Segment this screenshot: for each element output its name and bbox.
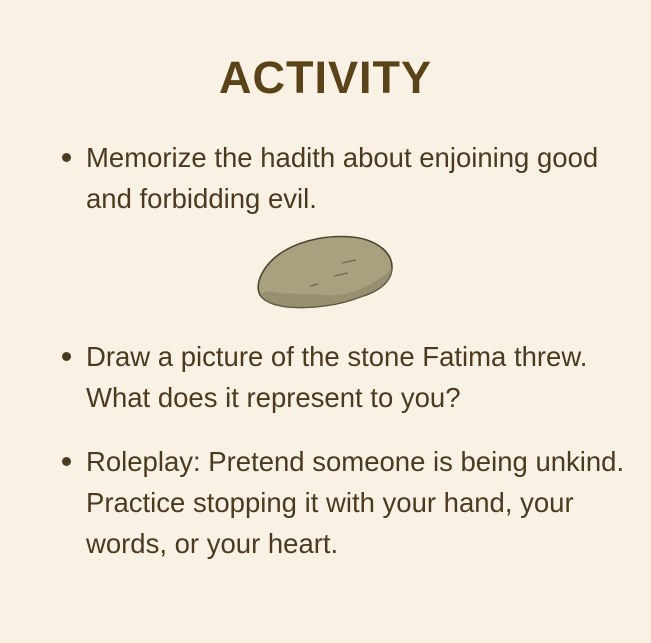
page-title: ACTIVITY <box>218 52 432 103</box>
bullet-icon <box>62 153 71 162</box>
activity-item <box>86 441 626 564</box>
stone-illustration <box>252 233 398 313</box>
activity-item <box>86 336 626 418</box>
activity-text: Roleplay: Pretend someone is being unkind. Practice stopping it with your hand, your words, or your heart. <box>86 446 625 559</box>
bullet-icon <box>62 352 71 361</box>
bullet-icon <box>62 457 71 466</box>
activity-text: Memorize the hadith about enjoining good and forbidding evil. <box>86 142 599 214</box>
activity-text: Draw a picture of the stone Fatima threw. What does it represent to you? <box>86 341 588 413</box>
activity-item <box>86 137 626 219</box>
